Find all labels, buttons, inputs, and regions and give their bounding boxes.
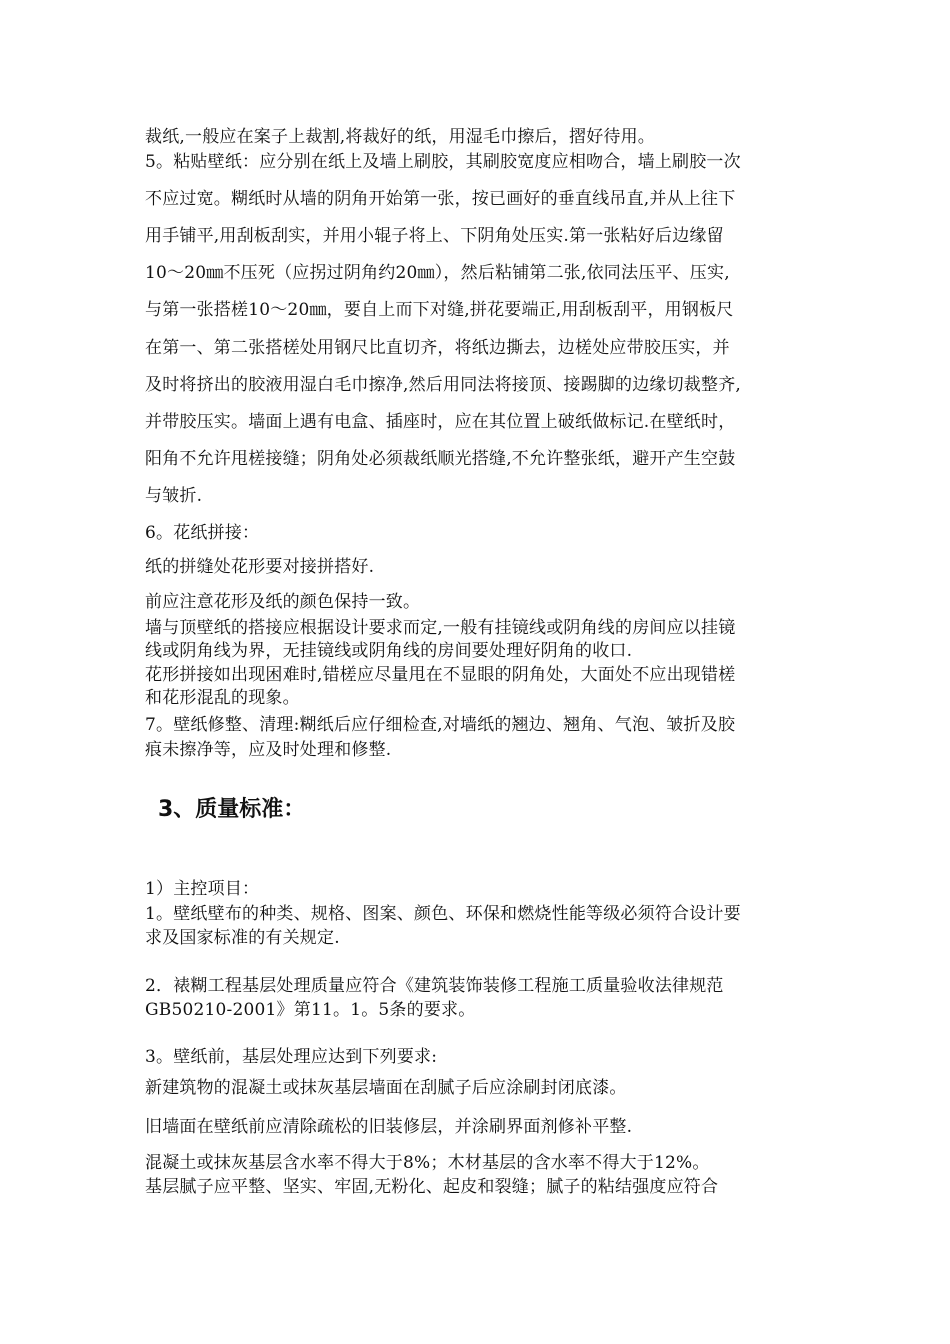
text-line: 5。粘贴壁纸：应分别在纸上及墙上刷胶，其刷胶宽度应相吻合，墙上刷胶一次 [145, 152, 741, 172]
text-line: 混凝土或抹灰基层含水率不得大于8%；木材基层的含水率不得大于12%。 [145, 1153, 710, 1173]
text-line: 与皱折. [145, 486, 203, 506]
text-line: 前应注意花形及纸的颜色保持一致。 [145, 592, 421, 612]
text-line: 及时将挤出的胶液用湿白毛巾擦净,然后用同法将接顶、接踢脚的边缘切裁整齐, [145, 375, 742, 395]
text-line: 新建筑物的混凝土或抹灰基层墙面在刮腻子后应涂刷封闭底漆。 [145, 1078, 627, 1098]
text-line: 与第一张搭槎10～20㎜，要自上而下对缝,拼花要端正,用刮板刮平，用钢板尺 [145, 300, 734, 320]
text-line: 基层腻子应平整、坚实、牢固,无粉化、起皮和裂缝；腻子的粘结强度应符合 [145, 1177, 719, 1197]
text-line: 和花形混乱的现象。 [145, 688, 300, 708]
text-line: 旧墙面在壁纸前应清除疏松的旧装修层，并涂刷界面剂修补平整. [145, 1117, 633, 1137]
text-line: GB50210-2001》第11。1。5条的要求。 [145, 1000, 476, 1020]
text-line: 10～20㎜不压死（应拐过阴角约20㎜），然后粘铺第二张,依同法压平、压实, [145, 263, 730, 283]
text-line: 痕未擦净等，应及时处理和修整. [145, 740, 392, 760]
text-line: 1）主控项目： [145, 879, 260, 899]
text-line: 线或阴角线为界，无挂镜线或阴角线的房间要处理好阴角的收口. [145, 641, 633, 661]
text-line: 在第一、第二张搭槎处用钢尺比直切齐，将纸边撕去，边槎处应带胶压实，并 [145, 338, 730, 358]
text-line: 2．裱糊工程基层处理质量应符合《建筑装饰装修工程施工质量验收法律规范 [145, 976, 724, 996]
text-line: 并带胶压实。墙面上遇有电盒、插座时，应在其位置上破纸做标记.在壁纸时， [145, 412, 736, 432]
text-line: 6。花纸拼接： [145, 523, 260, 543]
text-line: 3。壁纸前，基层处理应达到下列要求: [145, 1047, 438, 1067]
text-line: 求及国家标准的有关规定. [145, 928, 340, 948]
text-line: 花形拼接如出现困难时,错槎应尽量甩在不显眼的阴角处，大面处不应出现错槎 [145, 665, 736, 685]
section-heading: 3、质量标准： [158, 797, 306, 822]
text-line: 不应过宽。糊纸时从墙的阴角开始第一张，按已画好的垂直线吊直,并从上往下 [145, 189, 736, 209]
text-line: 7。壁纸修整、清理:糊纸后应仔细检查,对墙纸的翘边、翘角、气泡、皱折及胶 [145, 715, 736, 735]
text-line: 阳角不允许甩槎接缝；阴角处必须裁纸顺光搭缝,不允许整张纸，避开产生空鼓 [145, 449, 736, 469]
text-line: 裁纸,一般应在案子上裁割,将裁好的纸，用湿毛巾擦后，摺好待用。 [145, 127, 656, 147]
text-line: 纸的拼缝处花形要对接拼搭好. [145, 557, 375, 577]
text-line: 1。壁纸壁布的种类、规格、图案、颜色、环保和燃烧性能等级必须符合设计要 [145, 904, 741, 924]
text-line: 墙与顶壁纸的搭接应根据设计要求而定,一般有挂镜线或阴角线的房间应以挂镜 [145, 618, 736, 638]
text-line: 用手铺平,用刮板刮实，并用小辊子将上、下阴角处压实.第一张粘好后边缘留 [145, 226, 724, 246]
